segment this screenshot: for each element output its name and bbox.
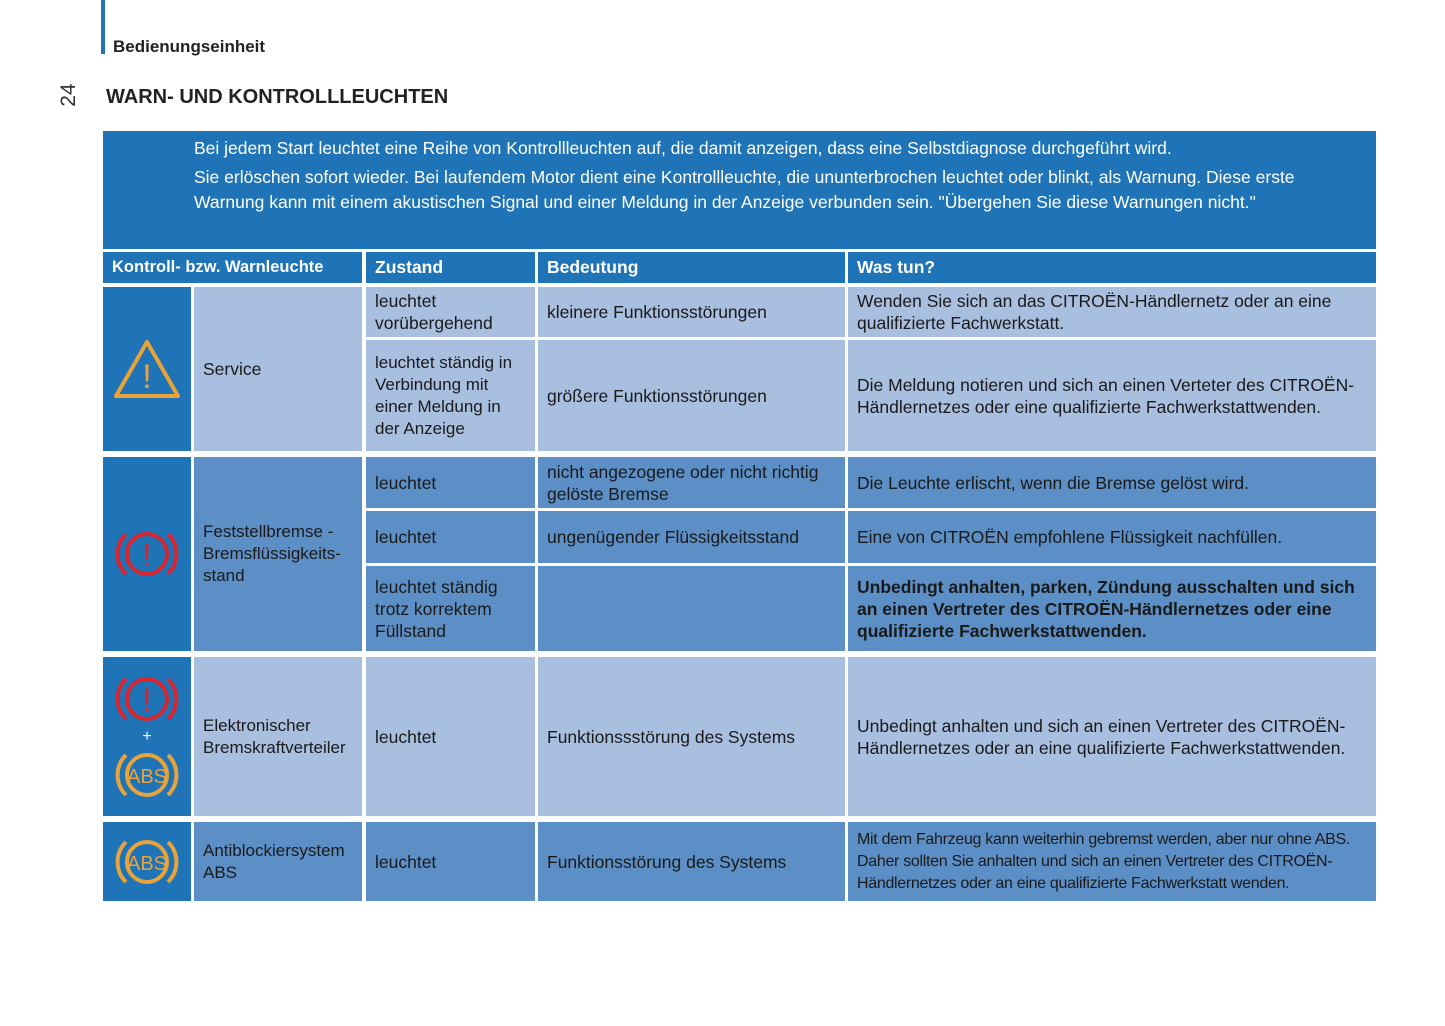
abs-icon (111, 833, 183, 891)
abs-icon (111, 746, 183, 804)
section-marker-bar (101, 0, 105, 54)
meaning-cell: größere Funktionsstörungen (538, 340, 845, 451)
meaning-cell: ungenügender Flüssigkeitsstand (538, 511, 845, 563)
svg-text:!: ! (142, 537, 152, 573)
brake-icon-cell (103, 457, 191, 651)
plus-sign: + (142, 727, 152, 745)
column-header-meaning: Bedeutung (538, 252, 845, 283)
action-cell: Eine von CITROËN empfohlene Flüssigkeit nachfüllen. (848, 511, 1376, 563)
state-cell: leuchtet ständig trotz korrektem Füllstand (366, 566, 535, 651)
lamp-name-service: Service (194, 287, 362, 451)
column-header-state: Zustand (366, 252, 535, 283)
svg-text:!: ! (142, 358, 152, 396)
action-cell: Unbedingt anhalten und sich an einen Vertreter des CITROËN-Händlernetzes oder an eine qualifizierte Fachwerkstattwenden. (848, 657, 1376, 816)
meaning-cell: Funktionssstörung des Systems (538, 657, 845, 816)
abs-icon-cell (103, 822, 191, 901)
action-cell: Die Leuchte erlischt, wenn die Bremse gelöst wird. (848, 457, 1376, 508)
meaning-cell: kleinere Funktionsstörungen (538, 287, 845, 337)
state-cell: leuchtet ständig in Verbindung mit einer Meldung in der Anzeige (366, 340, 535, 451)
section-title: Bedienungseinheit (113, 37, 266, 56)
state-cell: leuchtet (366, 511, 535, 563)
warning-triangle-icon (112, 338, 182, 400)
lamp-name-ebd: Elektronischer Bremskraftverteiler (194, 657, 362, 816)
intro-line-1: Bei jedem Start leuchtet eine Reihe von Kontrollleuchten auf, die damit anzeigen, dass eine Selbstdiagnose durchgeführt wird. (194, 138, 1172, 158)
meaning-cell: Funktionsstörung des Systems (538, 822, 845, 901)
meaning-cell: nicht angezogene oder nicht richtig gelöste Bremse (538, 457, 845, 508)
state-cell: leuchtet (366, 822, 535, 901)
lamp-name-parking-brake: Feststellbremse - Bremsflüssigkeits-stand (194, 457, 362, 651)
brake-warning-icon (111, 525, 183, 583)
state-cell: leuchtet vorübergehend (366, 287, 535, 337)
svg-text:!: ! (142, 681, 152, 718)
lamp-name-abs: Antiblockiersystem ABS (194, 822, 362, 901)
column-header-action: Was tun? (848, 252, 1376, 283)
page-number: 24 (57, 83, 80, 107)
intro-box (103, 131, 1376, 249)
meaning-cell (538, 566, 845, 651)
state-cell: leuchtet (366, 457, 535, 508)
state-cell: leuchtet (366, 657, 535, 816)
action-cell: Wenden Sie sich an das CITROËN-Händlernetz oder an eine qualifizierte Fachwerkstatt. (848, 287, 1376, 337)
action-cell: Unbedingt anhalten, parken, Zündung ausschalten und sich an einen Vertreter des CITROËN-Händlernetzes oder eine qualifizierte Fachwerkstattwenden. (848, 566, 1376, 651)
service-icon-cell (103, 287, 191, 451)
column-header-lamp: Kontroll- bzw. Warnleuchte (103, 252, 362, 283)
ebd-icon-cell (103, 657, 191, 816)
intro-line-2: Sie erlöschen sofort wieder. Bei laufendem Motor dient eine Kontrollleuchte, die ununterbrochen leuchtet oder blinkt, als Warnung. Diese erste Warnung kann mit einem akustischen Signal und einer Meldung in der Anzeige verbunden sein. "Übergehen Sie diese Warnungen nicht." (194, 167, 1295, 212)
page-title: WARN- UND KONTROLLLEUCHTEN (106, 86, 449, 108)
action-cell: Die Meldung notieren und sich an einen Verteter des CITROËN-Händlernetzes oder eine qualifizierte Fachwerkstattwenden. (848, 340, 1376, 451)
brake-warning-icon (111, 670, 183, 728)
svg-text:ABS: ABS (126, 765, 168, 788)
action-cell: Mit dem Fahrzeug kann weiterhin gebremst werden, aber nur ohne ABS. Daher sollten Sie anhalten und sich an einen Vertreter des CITROËN-Händlernetzes oder an eine qualifizierte Fachwerkstatt wenden. (848, 822, 1376, 901)
svg-text:ABS: ABS (126, 852, 168, 875)
